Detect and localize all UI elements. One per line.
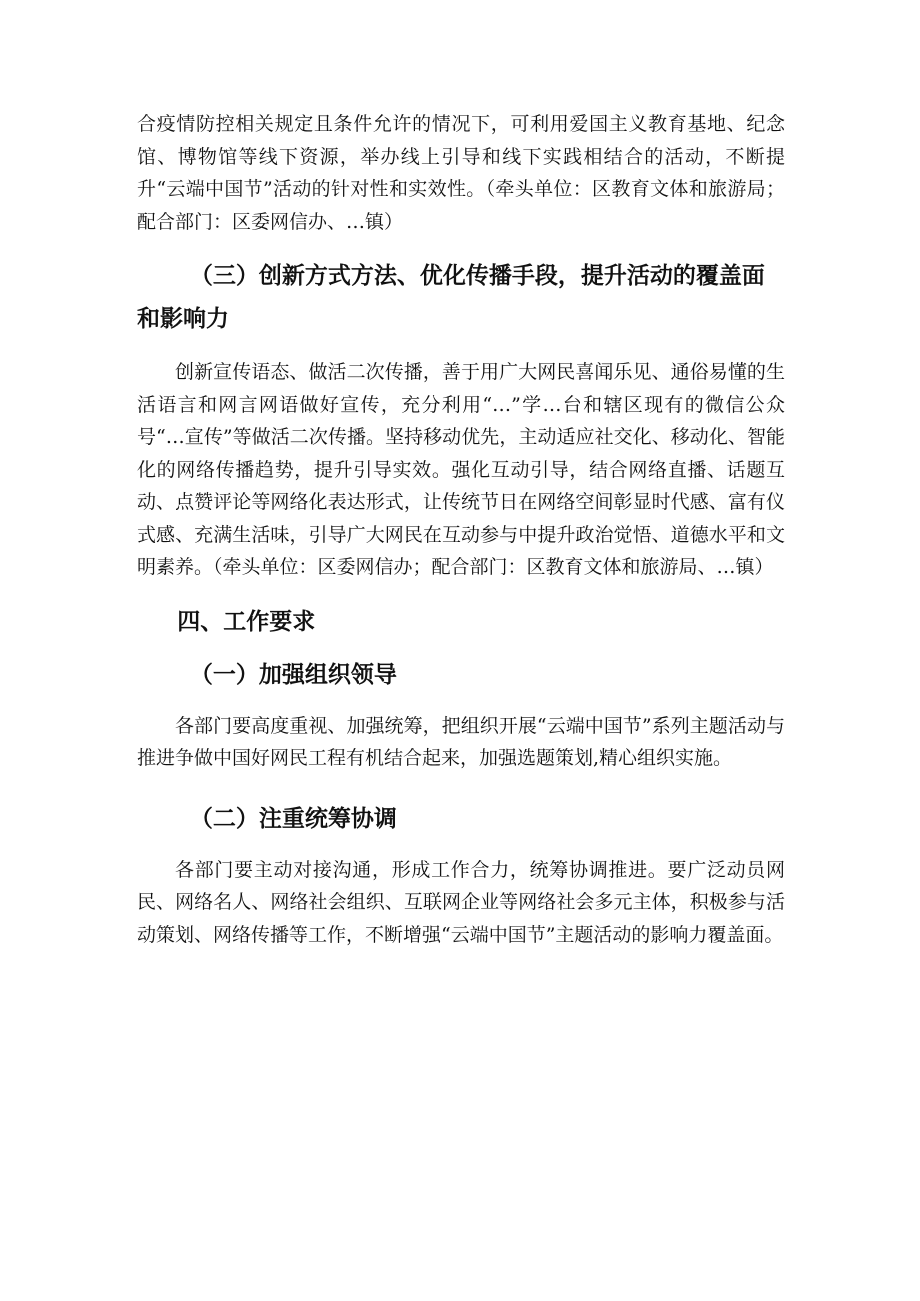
document-page [137,108,785,951]
heading-section-3: （三）创新方式方法、优化传播手段，提升活动的覆盖面和影响力 [137,262,765,332]
heading-subsection-2: （二）注重统筹协调 [189,804,397,832]
heading-subsection-1: （一）加强组织领导 [189,660,397,688]
paragraph-subsection-1: 各部门要高度重视、加强统筹，把组织开展“云端中国节”系列主题活动与推进争做中国好网民工程有机结合起来，加强选题策划,精心组织实施。 [137,714,785,769]
paragraph-subsection-2: 各部门要主动对接沟通，形成工作合力，统筹协调推进。要广泛动员网民、网络名人、网络社会组织、互联网企业等网络社会多元主体，积极参与活动策划、网络传播等工作，不断增强“云端中国节”主题活动的影响力覆盖面。 [137,858,785,946]
paragraph-intro: 合疫情防控相关规定且条件允许的情况下，可利用爱国主义教育基地、纪念馆、博物馆等线下资源，举办线上引导和线下实践相结合的活动，不断提升“云端中国节”活动的针对性和实效性。（牵头单位：区教育文体和旅游局；配合部门：区委网信办、…镇） [137,113,785,233]
paragraph-section-3: 创新宣传语态、做活二次传播，善于用广大网民喜闻乐见、通俗易懂的生活语言和网言网语做好宣传，充分利用“…”学…台和辖区现有的微信公众号“…宣传”等做活二次传播。坚持移动优先，主动适应社交化、移动化、智能化的网络传播趋势，提升引导实效。强化互动引导，结合网络直播、话题互动、点赞评论等网络化表达形式，让传统节日在网络空间彰显时代感、富有仪式感、充满生活味，引导广大网民在互动参与中提升政治觉悟、道德水平和文明素养。（牵头单位：区委网信办；配合部门：区教育文体和旅游局、…镇） [137,361,785,578]
heading-work-requirements: 四、工作要求 [177,607,316,635]
